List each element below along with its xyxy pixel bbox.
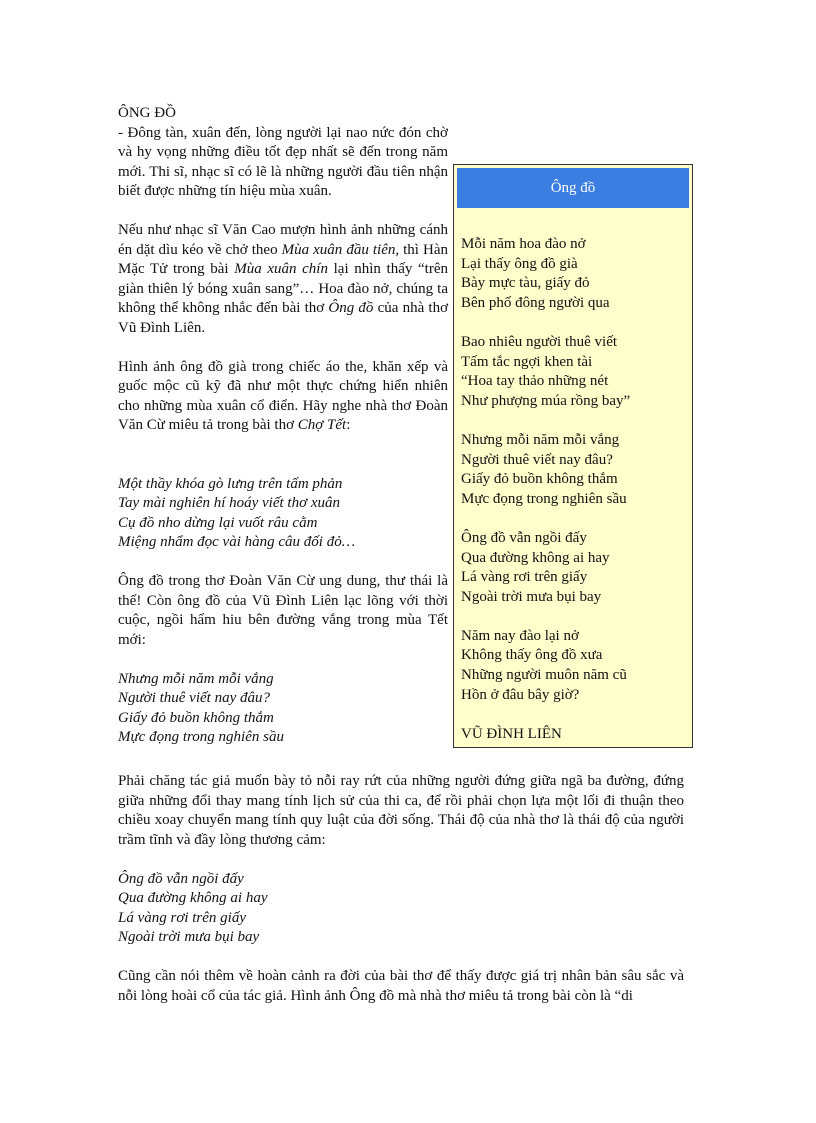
poem-line: Lại thấy ông đồ già <box>461 255 578 272</box>
quote-line: Mực đọng trong nghiên sầu <box>118 729 284 745</box>
poem-title: Mùa xuân chín <box>234 261 328 277</box>
paragraph-nga-ba-duong: Phải chăng tác giả muốn bày tỏ nỗi ray rứt của những người đứng giữa ngã ba đường, đứng giữa những đổi thay mang tính lịch sử của thi ca, để rồi phải chọn lựa một lối đi thuận theo chiều xoay chuyển mang tính quy luật của đời sống. Thái độ của nhà thơ là thái độ của người trầm tĩnh và đầy lòng thương cảm: <box>118 773 684 848</box>
quote-stanza-3 <box>118 670 448 748</box>
quote-cho-tet <box>118 475 448 553</box>
article-bottom-section <box>118 772 684 1006</box>
poem-stanza <box>461 235 692 313</box>
poem-line: Năm nay đào lại nở <box>461 627 579 644</box>
quote-stanza-4 <box>118 870 684 948</box>
poem-stanza <box>461 431 692 509</box>
quote-line: Giấy đỏ buồn không thắm <box>118 709 274 726</box>
quote-line: Nhưng mỗi năm mỗi vắng <box>118 670 274 687</box>
paragraph-doan-van-cu: Ông đồ trong thơ Đoàn Văn Cừ ung dung, thư thái là thế! Còn ông đồ của Vũ Đình Liên lạc lõng với thời cuộc, ngồi hẩm hiu bên đường vắng trong mùa Tết mới: <box>118 573 448 648</box>
poem-line: “Hoa tay thảo những nét <box>461 373 609 390</box>
poem-line: Mực đọng trong nghiên sầu <box>461 490 627 507</box>
quote-line: Người thuê viết nay đâu? <box>118 690 270 706</box>
quote-line: Cụ đồ nho dừng lại vuốt râu cằm <box>118 514 318 531</box>
poem-stanza <box>461 529 692 607</box>
poem-line: Người thuê viết nay đâu? <box>461 451 613 468</box>
quote-line: Tay mài nghiên hí hoáy viết thơ xuân <box>118 495 341 511</box>
quote-line: Qua đường không ai hay <box>118 890 268 906</box>
article-title: ÔNG ĐỒ <box>118 105 176 121</box>
poem-title: Ông đồ <box>328 300 374 316</box>
quote-line: Miệng nhẩm đọc vài hàng câu đối đỏ… <box>118 534 356 550</box>
poem-line: Tấm tắc ngợi khen tài <box>461 353 593 370</box>
paragraph-ong-do-image <box>118 358 448 436</box>
poem-stanza <box>461 627 692 705</box>
article-left-column <box>118 104 448 748</box>
text-run: Nếu như nhạc sĩ Văn Cao mượn hình ảnh những cánh én dặt dìu kéo về chở theo <box>118 222 448 258</box>
poem-line: Bao nhiêu người thuê viết <box>461 333 618 350</box>
poem-box-title: Ông đồ <box>457 168 689 208</box>
poem-stanza <box>461 333 692 411</box>
quote-line: Lá vàng rơi trên giấy <box>118 909 246 926</box>
poem-line: Như phượng múa rồng bay” <box>461 392 631 409</box>
poem-line: Nhưng mỗi năm mỗi vắng <box>461 431 620 448</box>
paragraph-hoan-canh: Cũng cần nói thêm về hoàn cảnh ra đời của bài thơ để thấy được giá trị nhân bản sâu sắc và nỗi lòng hoài cổ của tác giả. Hình ảnh Ông đồ mà nhà thơ miêu tả trong bài còn là “di <box>118 968 684 1004</box>
poem-line: Hồn ở đâu bây giờ? <box>461 686 580 703</box>
poem-author: VŨ ĐÌNH LIÊN <box>461 725 562 742</box>
poem-sidebar-box <box>453 164 693 748</box>
poem-line: Ngoài trời mưa bụi bay <box>461 588 602 605</box>
song-title: Mùa xuân đầu tiên <box>281 241 396 258</box>
poem-title: Chợ Tết <box>297 417 347 433</box>
poem-line: Mỗi năm hoa đào nở <box>461 236 586 252</box>
text-run: Hình ảnh ông đồ già trong chiếc áo the, khăn xếp và guốc mộc cũ kỹ đã như một thực chứng hiển nhiên cho những mùa xuân cổ điển. Hãy nghe nhà thơ Đoàn Văn Cừ miêu tả trong bài thơ <box>118 358 448 433</box>
poem-line: Qua đường không ai hay <box>461 549 610 566</box>
poem-line: Những người muôn năm cũ <box>461 667 627 684</box>
text-run: : <box>346 417 351 433</box>
quote-line: Ngoài trời mưa bụi bay <box>118 929 260 945</box>
text-run: , thì Hàn Mặc Tử trong bài <box>118 241 448 277</box>
poem-line: Giấy đỏ buồn không thắm <box>461 471 618 488</box>
text-run: lại nhìn thấy “trên giàn thiên lý bóng xuân sang”… Hoa đào nở, chúng ta không thể không nhắc đến bài thơ <box>118 261 448 316</box>
poem-line: Bày mực tàu, giấy đỏ <box>461 275 590 292</box>
poem-body <box>454 208 692 744</box>
poem-line: Không thấy ông đồ xưa <box>461 647 603 664</box>
poem-line: Lá vàng rơi trên giấy <box>461 569 588 586</box>
intro-paragraph: - Đông tàn, xuân đến, lòng người lại nao nức đón chờ và hy vọng những điều tốt đẹp nhất sẽ đến trong năm mới. Thi sĩ, nhạc sĩ có lẽ là những người đầu tiên nhận biết được những tín hiệu mùa xuân. <box>118 124 448 199</box>
poem-line: Ông đồ vẫn ngồi đấy <box>461 529 587 546</box>
quote-line: Một thầy khóa gò lưng trên tấm phản <box>118 475 343 492</box>
paragraph-van-cao <box>118 221 448 338</box>
poem-line: Bên phố đông người qua <box>461 294 610 311</box>
quote-line: Ông đồ vẫn ngồi đấy <box>118 870 244 887</box>
text-run: của nhà thơ Vũ Đình Liên. <box>118 300 448 336</box>
